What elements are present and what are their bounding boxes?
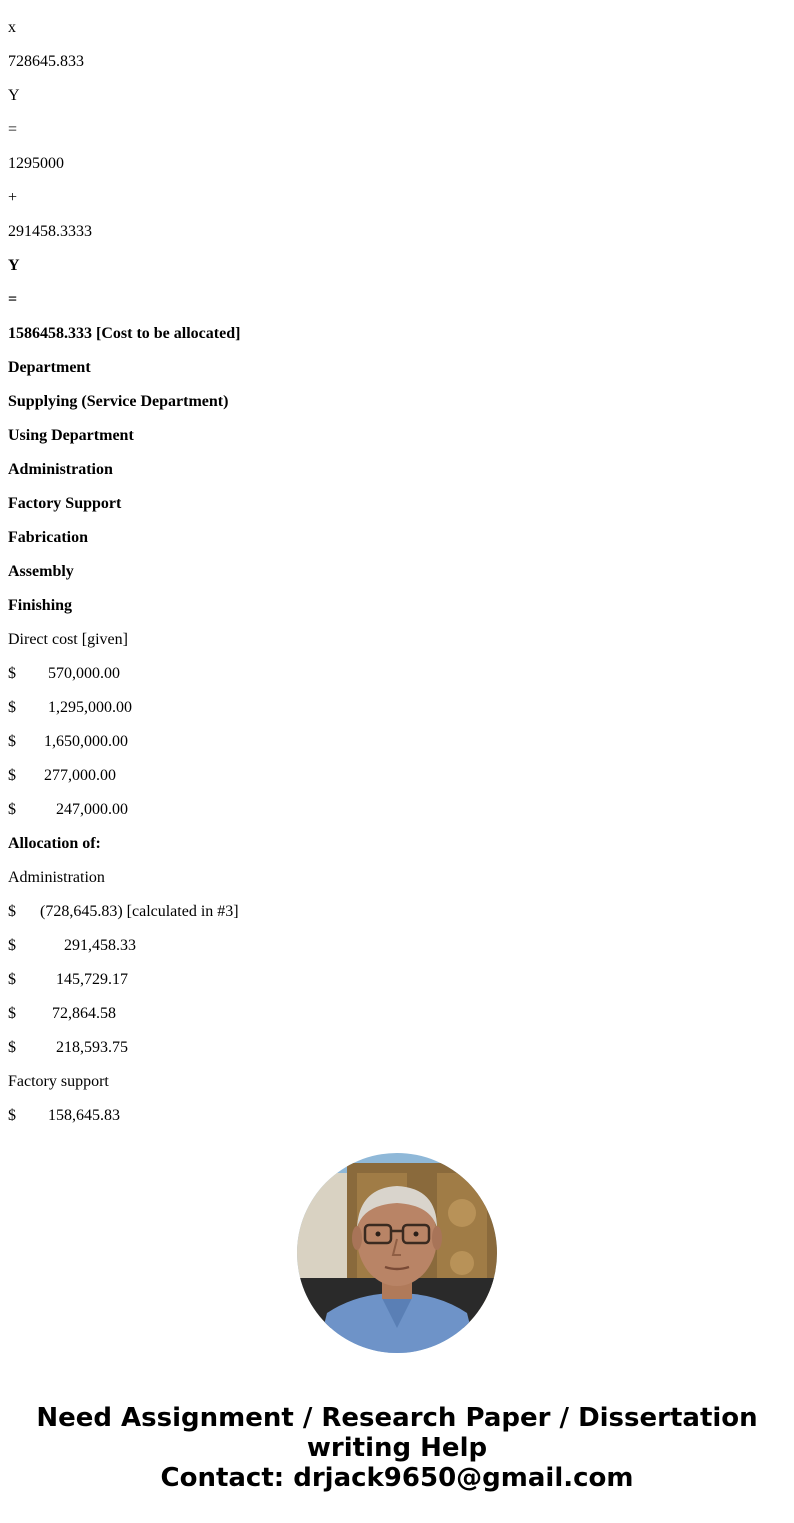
text-line: $ 291,458.33 [8, 937, 136, 954]
text-line: Department [8, 359, 91, 376]
text-line: Finishing [8, 597, 73, 614]
cta-heading-line1: Need Assignment / Research Paper / Dissertation [36, 1403, 758, 1433]
text-line: Direct cost [given] [8, 631, 128, 648]
text-line: $ 570,000.00 [8, 665, 120, 682]
text-line: 291458.3333 [8, 223, 92, 240]
text-line: Supplying (Service Department) [8, 393, 229, 410]
text-line: Assembly [8, 563, 74, 580]
text-line: 1586458.333 [Cost to be allocated] [8, 325, 241, 342]
text-line: Y [8, 87, 20, 104]
cta-contact-email[interactable]: Contact: drjack9650@gmail.com [160, 1463, 634, 1493]
text-line: 728645.833 [8, 53, 84, 70]
text-line: $ 145,729.17 [8, 971, 128, 988]
cta-heading-line2: writing Help [306, 1433, 488, 1463]
text-line: Administration [8, 869, 105, 886]
text-line: $ 158,645.83 [8, 1107, 120, 1124]
author-photo-icon [297, 1153, 497, 1353]
text-line: $ 1,650,000.00 [8, 733, 128, 750]
text-line: + [8, 189, 18, 206]
text-line: = [8, 121, 18, 138]
text-line: Administration [8, 461, 113, 478]
text-line: Factory support [8, 1073, 109, 1090]
text-line: Using Department [8, 427, 134, 444]
text-line: Allocation of: [8, 835, 101, 852]
text-line: Fabrication [8, 529, 88, 546]
text-line: Y [8, 257, 20, 274]
text-line: $ 218,593.75 [8, 1039, 128, 1056]
text-line: $ 1,295,000.00 [8, 699, 132, 716]
author-avatar [297, 1153, 497, 1353]
solution-text [8, 19, 768, 1141]
text-line: $ 277,000.00 [8, 767, 116, 784]
text-line: Factory Support [8, 495, 122, 512]
contact-banner [0, 1403, 794, 1493]
text-line: $ (728,645.83) [calculated in #3] [8, 903, 239, 920]
text-line: = [8, 291, 18, 308]
text-line: 1295000 [8, 155, 64, 172]
text-line: x [8, 19, 16, 36]
text-line: $ 72,864.58 [8, 1005, 116, 1022]
text-line: $ 247,000.00 [8, 801, 128, 818]
